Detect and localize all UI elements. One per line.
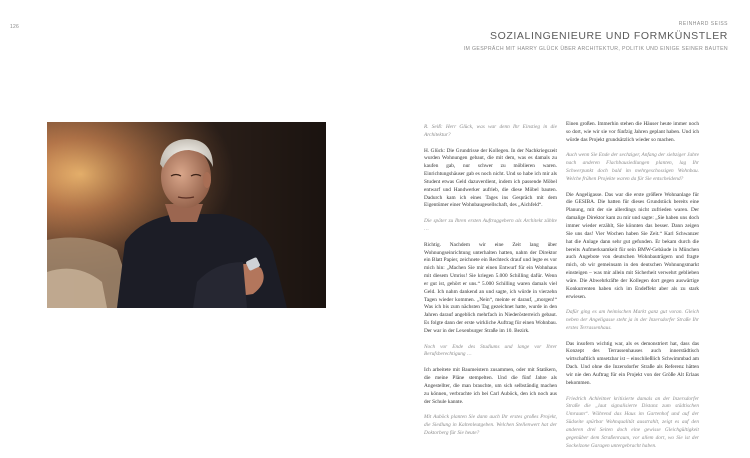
article-header — [398, 21, 728, 52]
answer-paragraph: Einen großen. Immerhin stehen die Häuser heute immer noch so dort, wie wir sie vor fünfzig Jahren geplant haben. Und ich würde das Projekt grundsätzlich wieder so machen. — [566, 121, 699, 143]
answer-paragraph: H. Glück: Die Grundrisse der Kollegen. In der Nachkriegszeit wurden Wohnungen gebaut, die mit dem, was es damals zu kaufen gab, nur schwer zu möblieren waren. Einrichtungshäuser gab es noch nicht. Und so habe ich mir als Student etwas Geld dazuverdient, indem ich passende Möbel entwarf und Handwerker aufrieb, die diese Möbel bauten. Dadurch kam ich eines Tages ins Gespräch mit dem Eigentümer einer Wohnbaugesellschaft, des „Aichfeld“. — [424, 147, 557, 209]
question-paragraph: Auch wenn Sie Ende der sechziger, Anfang der siebziger Jahre nach anderen Flachbausiedlungen planten, lag Ihr Schwerpunkt doch bald im mehrgeschossigen Wohnbau. Welche frühen Projekte waren da für Sie entscheidend? — [566, 152, 699, 182]
question-paragraph: R. Seiß: Herr Glück, was war denn Ihr Einstieg in die Architektur? — [424, 124, 557, 138]
portrait-photo — [47, 122, 326, 308]
question-paragraph: Mit Auböck planten Sie dann auch Ihr erstes großes Projekt, die Siedlung in Kaltenleutgeben. Welchen Stellenwert hat der Doktorberg für Sie heute? — [424, 414, 557, 436]
text-column-right — [566, 121, 699, 458]
question-paragraph: Friedrich Achleitner kritisierte damals an der Inzersdorfer Straße die „laut signalisierte Distanz zum städtischen Umraum“. Während das Haus im Gartenhof und auf der Südseite spürbar Wohnqualität ausstrahlt, zeigt es auf den anderen drei Seiten doch eine gewisse Gleichgültigkeit gegenüber dem Straßenraum, vor allem dort, wo Sie ist der Sockelzone Garagen untergebracht haben. — [566, 395, 699, 449]
answer-paragraph: Ich arbeitete mit Baumeistern zusammen, oder mit Statikern, die meine Pläne stempelten. Und die fünf Jahre als Angestellter, die man brauchte, um sich selbständig machen zu können, verbrachte ich bei Carl Auböck, den ich noch aus der Schule kannte. — [424, 367, 557, 405]
question-paragraph: Noch vor Ende des Studiums und lange vor Ihrer Berufsberechtigung … — [424, 343, 557, 358]
page-number: 126 — [10, 24, 19, 30]
question-paragraph: Die später zu Ihren ersten Auftraggebern als Architekt zählte … — [424, 218, 557, 232]
author-name: REINHARD SEISS — [678, 21, 728, 27]
answer-paragraph: Die Angeligasse. Das war die erste größere Wohnanlage für die GESIBA. Die hatten für dieses Grundstück bereits eine Planung, mit der sie allerdings nicht zufrieden waren. Der damalige Direktor kam zu mir und sagte: „Sie haben uns doch immer wieder erzählt, Sie könnten das besser. Dann zeigen Sie uns das! Vier Wochen haben Sie Zeit.“ Karl Schwanzer hat die Anlage dann sehr gut gefunden. Er bekam durch die bereits Aufmerksamkeit für sein BMW-Gebäude in München auch Angebote von deutschen Wohnbauträgern und fragte mich, ob wir gemeinsam in den deutschen Wohnungsmarkt einsteigen – was mir allein mit Sicherheit verwehrt geblieben wäre. Die Abwehrkräfte der Kollegen dort gegen auswärtige Konkurrenten haben sich im Endeffekt aber als zu stark erwiesen. — [566, 191, 699, 300]
article-subtitle: IM GESPRÄCH MIT HARRY GLÜCK ÜBER ARCHITEKTUR, POLITIK UND EINIGE SEINER BAUTEN — [463, 46, 728, 52]
answer-paragraph: Das insofern wichtig war, als es demonstriert hat, dass das Konzept des Terrassenhauses auch innerstädtisch wirtschaftlich umsetzbar ist – einschließlich Schwimmbad am Dach. Und ohne die Inzersdorfer Straße als Referenz hätten wir nie den Auftrag für ein Projekt von der Größe Alt Erlaas bekommen. — [566, 340, 699, 386]
answer-paragraph: Richtig. Nachdem wir eine Zeit lang über Wohnungseinrichtung unterhalten hatten, nahm der Direktor ein Blatt Papier, zeichnete ein Rechteck drauf und legte es vor mich hin: „Machen Sie mir einen Entwurf für ein Wohnhaus mit diesem Umriss! Sie kriegen 5.000 Schilling dafür. Wenn er gut ist, gehört er uns.“ 5.000 Schilling waren damals viel Geld. Ich nahm dankend an und sagte, ich würde in vierzehn Tagen wieder kommen. „Nein“, meinte er darauf, „morgen!“ Was ich bis zum nächsten Tag gezeichnet hatte, wurde in den Jahren darauf angeblich mehrfach in Niederösterreich gebaut. Es folgte dann der erste wirkliche Auftrag für einen Wohnbau. Der war in der Lexenburger Straße im 10. Bezirk. — [424, 241, 557, 334]
question-paragraph: Dafür ging es am heimischen Markt ganz gut voran. Gleich neben der Angeligasse steht ja in der Inzersdorfer Straße Ihr erstes Terrassenhaus. — [566, 309, 699, 331]
text-column-left — [424, 124, 557, 446]
portrait-image — [47, 122, 326, 308]
article-title: SOZIALINGENIEURE UND FORMKÜNSTLER — [490, 30, 728, 42]
